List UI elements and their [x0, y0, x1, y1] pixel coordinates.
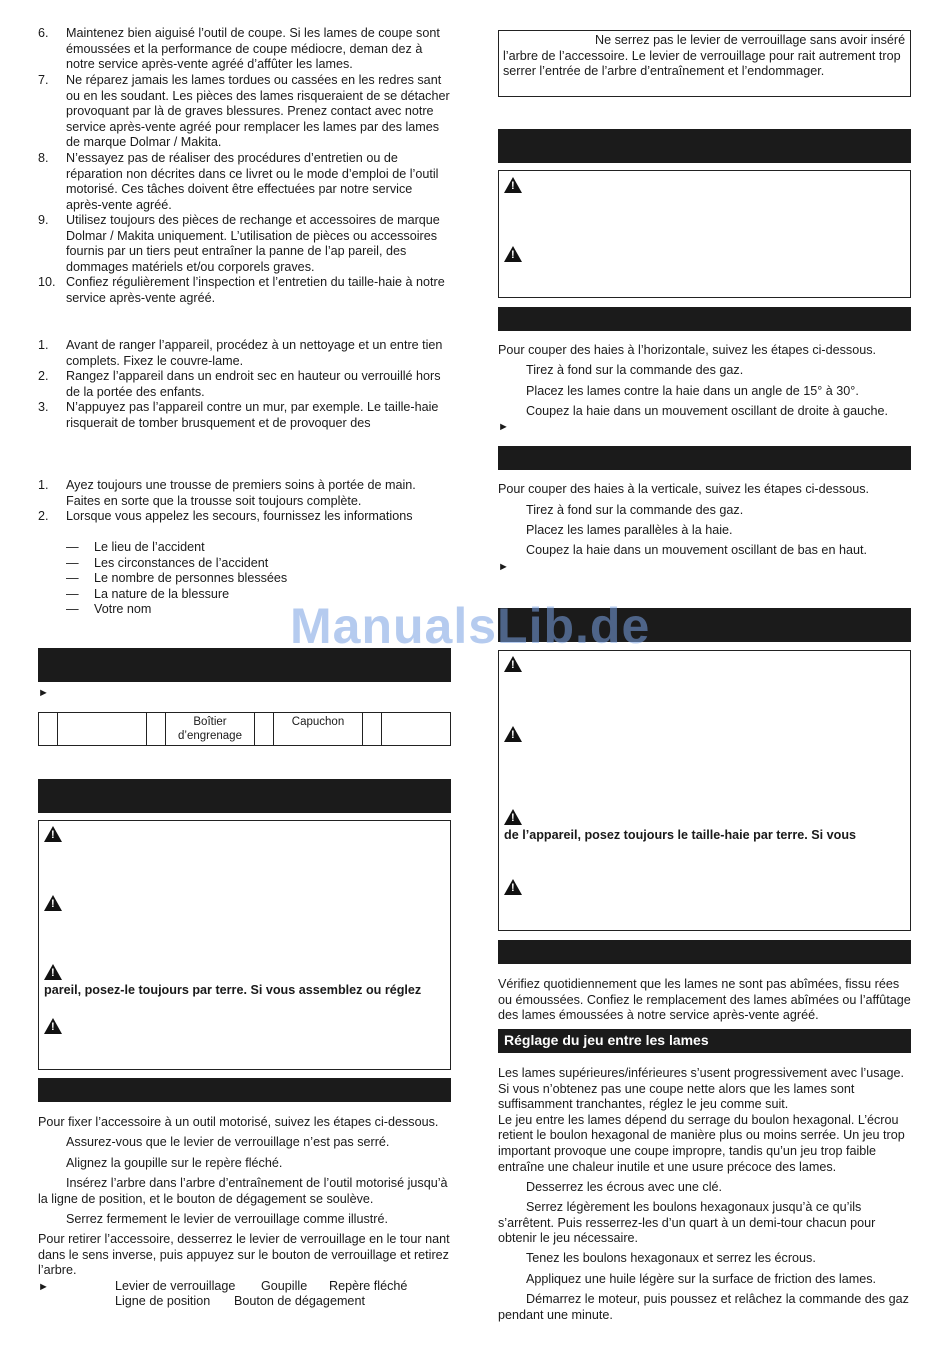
warning-triangle-icon — [504, 177, 522, 193]
item-text: Avant de ranger l’appareil, procédez à un nettoyage et un entre tien complets. Fixez le couvre-lame. — [66, 338, 443, 368]
inspect-text: Vérifiez quotidiennement que les lames ne sont pas abîmées, fissu rées ou émoussées. Confiez le remplacement des lames abîmées ou l’affûtage des lames émoussées à notre service après-vente agréé. — [498, 977, 911, 1023]
item-number: 1. — [38, 478, 49, 492]
vertical-intro: Pour couper des haies à la verticale, suivez les étapes ci-dessous. — [498, 482, 870, 496]
mount-step: Assurez-vous que le levier de verrouillage n’est pas serré. — [66, 1135, 390, 1149]
watermark: ManualsLib.de — [290, 598, 651, 654]
warning-triangle-icon — [44, 1018, 62, 1034]
list-text: La nature de la blessure — [94, 587, 230, 601]
warning-triangle-icon — [44, 964, 62, 980]
parts-table — [38, 712, 451, 746]
gap-step: Démarrez le moteur, puis poussez et relâchez la commande des gaz pendant une minute. — [498, 1292, 909, 1322]
item-number: 2. — [38, 369, 49, 383]
storage-item — [38, 400, 451, 431]
section-bar — [38, 779, 451, 813]
parts-cell-gearbox: Boîtier d’engrenage — [166, 713, 255, 746]
item-text: Ayez toujours une trousse de premiers soins à portée de main. Faites en sorte que la trousse soit toujours complète. — [66, 478, 416, 508]
vertical-step: Coupez la haie dans un mouvement oscillant de bas en haut. — [526, 543, 867, 557]
item-number: 10. — [38, 275, 56, 289]
warning-triangle-icon — [504, 656, 522, 672]
horizontal-step: Coupez la haie dans un mouvement oscillant de droite à gauche. — [526, 404, 888, 418]
maintenance-item — [38, 73, 451, 151]
firstaid-item — [38, 478, 451, 509]
item-number: 3. — [38, 400, 49, 414]
mount-intro: Pour fixer l’accessoire à un outil motorisé, suivez les étapes ci-dessous. — [38, 1115, 439, 1129]
warning-text: de l’appareil, posez toujours le taille-haie par terre. Si vous — [504, 828, 857, 842]
item-text: Lorsque vous appelez les secours, fournissez les informations — [66, 509, 413, 523]
figure-arrow: ► — [498, 561, 509, 573]
list-text: Les circonstances de l’accident — [94, 556, 269, 570]
mount-step: Alignez la goupille sur le repère fléché. — [66, 1156, 283, 1170]
item-number: 1. — [38, 338, 49, 352]
gap-text: Les lames supérieures/inférieures s’usent progressivement avec l’usage. Si vous n’obtenez pas une coupe nette alors que les lames sont suffisamment tranchantes, réglez le jeu comme suit. Le jeu entre les lames dépend du serrage du boulon hexagonal. L’écrou retient le boulon hexagonal de manière plus ou moins serrée. Un jeu trop important provoque une coupe impropre, tandis qu’un jeu trop faible entraîne une chaleur inutile et une usure précoce des lames. — [498, 1066, 905, 1174]
warning-triangle-icon — [504, 246, 522, 262]
figure-arrow: ► — [38, 1281, 49, 1293]
section-bar — [498, 129, 911, 163]
warning-triangle-icon — [44, 826, 62, 842]
warning-text: pareil, posez-le toujours par terre. Si vous assemblez ou réglez — [44, 983, 422, 997]
maintenance-item — [38, 213, 451, 275]
storage-item — [38, 369, 451, 400]
firstaid-list-item — [66, 540, 205, 556]
parts-cell — [147, 713, 166, 746]
item-text: Maintenez bien aiguisé l’outil de coupe. Si les lames de coupe sont émoussées et la performance de coupe médiocre, deman dez à notre service après-vente agréé d’affûter les lames. — [66, 26, 440, 72]
firstaid-list-item — [66, 571, 287, 587]
item-number: 7. — [38, 73, 49, 87]
warning-triangle-icon — [504, 809, 522, 825]
note-text: Ne serrez pas le levier de verrouillage sans avoir inséré l’arbre de l’accessoire. Le levier de verrouillage pour rait autrement trop serrer l’entrée de l’arbre d’entraînement et l’endommager. — [503, 33, 906, 79]
item-text: Ne réparez jamais les lames tordues ou cassées en les redres sant ou en les soudant. Les pièces des lames risqueraient de se détacher provoquant par là de graves blessures. Prenez contact avec notre service après-vente agréé pour remplacer les lames par des lames de marque Dolmar / Makita. — [66, 73, 450, 150]
parts-cell — [363, 713, 382, 746]
maintenance-item — [38, 151, 451, 213]
remove-text: Pour retirer l’accessoire, desserrez le levier de verrouillage en le tour nant dans le sens inverse, puis appuyez sur le bouton de verrouillage et retirez l’arbre. — [38, 1232, 450, 1278]
mount-step: Insérez l’arbre dans l’arbre d’entraînement de l’outil motorisé jusqu’à la ligne de position, et le bouton de dégagement se soulève. — [38, 1176, 448, 1206]
list-text: Votre nom — [94, 602, 152, 616]
section-bar — [498, 446, 911, 470]
gap-step: Desserrez les écrous avec une clé. — [526, 1180, 722, 1194]
item-text: N’essayez pas de réaliser des procédures d’entretien ou de réparation non décrites dans ce livret ou le mode d’emploi de l’outil motorisé. Ces tâches doivent être effectuées par notre service après-vente agréé. — [66, 151, 439, 212]
horizontal-step: Tirez à fond sur la commande des gaz. — [526, 363, 744, 377]
list-text: Le lieu de l’accident — [94, 540, 205, 554]
item-text: Utilisez toujours des pièces de rechange et accessoires de marque Dolmar / Makita uniquement. L’utilisation de pièces ou accessoires fournis par un tiers peut entraîner la panne de l’ap pareil, des dommages matériels et/ou corporels graves. — [66, 213, 440, 274]
section-bar — [498, 307, 911, 331]
item-text: Confiez régulièrement l’inspection et l’entretien du taille-haie à notre service après-vente agréé. — [66, 275, 445, 305]
warning-triangle-icon — [504, 726, 522, 742]
mount-step: Serrez fermement le levier de verrouillage comme illustré. — [66, 1212, 388, 1226]
section-bar — [38, 1078, 451, 1102]
figure-label: Ligne de position — [115, 1294, 211, 1308]
firstaid-list-item — [66, 556, 268, 572]
item-number: 2. — [38, 509, 49, 523]
parts-cell — [255, 713, 274, 746]
warning-box — [38, 820, 451, 1070]
horizontal-step: Placez les lames contre la haie dans un angle de 15° à 30°. — [526, 384, 859, 398]
maintenance-item — [38, 275, 451, 306]
figure-arrow: ► — [38, 687, 49, 699]
dash: — — [66, 602, 79, 616]
item-number: 8. — [38, 151, 49, 165]
dash: — — [66, 556, 79, 570]
section-bar — [498, 940, 911, 964]
vertical-step: Placez les lames parallèles à la haie. — [526, 523, 733, 537]
figure-arrow: ► — [498, 421, 509, 433]
firstaid-item — [38, 509, 451, 525]
warning-box — [498, 650, 911, 931]
dash: — — [66, 540, 79, 554]
firstaid-list-item — [66, 602, 151, 618]
parts-cell — [58, 713, 147, 746]
dash: — — [66, 571, 79, 585]
item-text: N’appuyez pas l’appareil contre un mur, par exemple. Le taille-haie risquerait de tomber brusquement et de provoquer des — [66, 400, 439, 430]
figure-label: Levier de verrouillage — [115, 1279, 236, 1293]
gap-step: Appliquez une huile légère sur la surface de friction des lames. — [526, 1272, 877, 1286]
item-text: Rangez l’appareil dans un endroit sec en hauteur ou verrouillé hors de la portée des enfants. — [66, 369, 441, 399]
parts-cell — [39, 713, 58, 746]
maintenance-item — [38, 26, 451, 73]
gap-step: Tenez les boulons hexagonaux et serrez les écrous. — [526, 1251, 816, 1265]
gap-heading: Réglage du jeu entre les lames — [498, 1029, 911, 1053]
firstaid-list-item — [66, 587, 229, 603]
list-text: Le nombre de personnes blessées — [94, 571, 288, 585]
horizontal-intro: Pour couper des haies à l’horizontale, suivez les étapes ci-dessous. — [498, 343, 877, 357]
vertical-step: Tirez à fond sur la commande des gaz. — [526, 503, 744, 517]
item-number: 9. — [38, 213, 49, 227]
note-box — [498, 30, 911, 97]
figure-label: Bouton de dégagement — [234, 1294, 365, 1308]
parts-cell-cap: Capuchon — [274, 713, 363, 746]
figure-label: Repère fléché — [329, 1279, 408, 1293]
storage-item — [38, 338, 451, 369]
dash: — — [66, 587, 79, 601]
warning-triangle-icon — [44, 895, 62, 911]
item-number: 6. — [38, 26, 49, 40]
warning-box — [498, 170, 911, 298]
warning-triangle-icon — [504, 879, 522, 895]
gap-step: Serrez légèrement les boulons hexagonaux jusqu’à ce qu’ils s’arrêtent. Puis resserrez-les d’un quart à un demi-tour chacun pour obtenir le jeu nécessaire. — [498, 1200, 876, 1246]
parts-cell — [382, 713, 451, 746]
figure-label: Goupille — [261, 1279, 308, 1293]
